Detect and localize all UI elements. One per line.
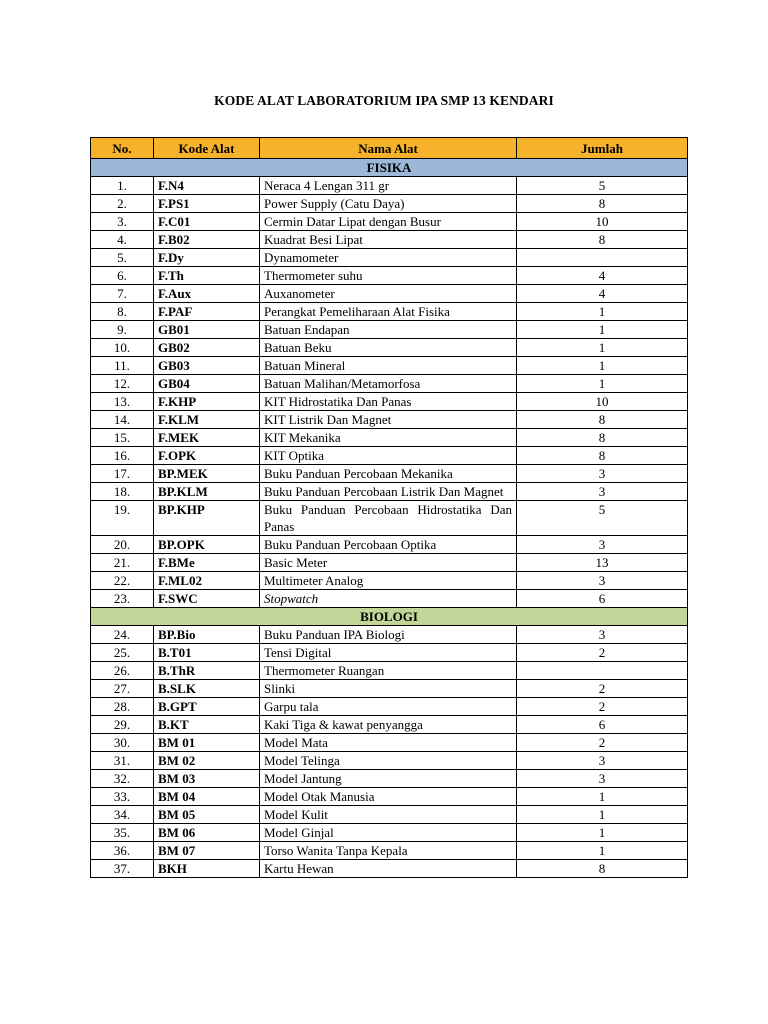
row-number: 31. — [91, 752, 154, 770]
header-nama-alat: Nama Alat — [260, 138, 517, 159]
table-row — [91, 285, 688, 303]
kode-alat-cell: F.N4 — [154, 177, 260, 195]
row-number: 11. — [91, 357, 154, 375]
row-number: 36. — [91, 842, 154, 860]
table-row — [91, 536, 688, 554]
kode-alat-cell: F.Dy — [154, 249, 260, 267]
nama-alat-cell: Batuan Endapan — [260, 321, 517, 339]
header-no: No. — [91, 138, 154, 159]
table-row — [91, 770, 688, 788]
nama-alat-cell: Multimeter Analog — [260, 572, 517, 590]
section-title: FISIKA — [91, 159, 688, 177]
nama-alat-cell: KIT Mekanika — [260, 429, 517, 447]
kode-alat-cell: BM 05 — [154, 806, 260, 824]
jumlah-cell: 8 — [517, 231, 688, 249]
table-row — [91, 411, 688, 429]
table-row — [91, 375, 688, 393]
nama-alat-cell: Power Supply (Catu Daya) — [260, 195, 517, 213]
table-row — [91, 195, 688, 213]
kode-alat-cell: BKH — [154, 860, 260, 878]
table-row — [91, 734, 688, 752]
kode-alat-cell: F.Aux — [154, 285, 260, 303]
table-row — [91, 267, 688, 285]
row-number: 29. — [91, 716, 154, 734]
kode-alat-cell: F.ML02 — [154, 572, 260, 590]
jumlah-cell: 1 — [517, 303, 688, 321]
jumlah-cell: 2 — [517, 734, 688, 752]
row-number: 27. — [91, 680, 154, 698]
row-number: 17. — [91, 465, 154, 483]
row-number: 33. — [91, 788, 154, 806]
row-number: 10. — [91, 339, 154, 357]
table-row — [91, 788, 688, 806]
table-row — [91, 249, 688, 267]
table-row — [91, 860, 688, 878]
jumlah-cell: 10 — [517, 393, 688, 411]
nama-alat-cell: Model Kulit — [260, 806, 517, 824]
nama-alat-cell: Neraca 4 Lengan 311 gr — [260, 177, 517, 195]
row-number: 15. — [91, 429, 154, 447]
row-number: 21. — [91, 554, 154, 572]
kode-alat-cell: BM 02 — [154, 752, 260, 770]
nama-alat-cell: Buku Panduan Percobaan Mekanika — [260, 465, 517, 483]
row-number: 35. — [91, 824, 154, 842]
table-row — [91, 698, 688, 716]
jumlah-cell: 3 — [517, 536, 688, 554]
nama-alat-cell: Slinki — [260, 680, 517, 698]
table-row — [91, 662, 688, 680]
jumlah-cell: 3 — [517, 626, 688, 644]
row-number: 1. — [91, 177, 154, 195]
row-number: 2. — [91, 195, 154, 213]
kode-alat-cell: B.T01 — [154, 644, 260, 662]
jumlah-cell: 5 — [517, 501, 688, 536]
kode-alat-cell: BM 03 — [154, 770, 260, 788]
table-row — [91, 590, 688, 608]
nama-alat-cell: Batuan Beku — [260, 339, 517, 357]
kode-alat-cell: F.Th — [154, 267, 260, 285]
jumlah-cell — [517, 662, 688, 680]
table-row — [91, 501, 688, 536]
nama-alat-cell: Thermometer Ruangan — [260, 662, 517, 680]
jumlah-cell: 1 — [517, 788, 688, 806]
table-row — [91, 626, 688, 644]
section-row-biologi — [91, 608, 688, 626]
row-number: 5. — [91, 249, 154, 267]
nama-alat-cell: Batuan Malihan/Metamorfosa — [260, 375, 517, 393]
row-number: 25. — [91, 644, 154, 662]
row-number: 8. — [91, 303, 154, 321]
jumlah-cell: 4 — [517, 285, 688, 303]
row-number: 37. — [91, 860, 154, 878]
jumlah-cell: 8 — [517, 195, 688, 213]
table-row — [91, 357, 688, 375]
nama-alat-cell: Model Ginjal — [260, 824, 517, 842]
row-number: 28. — [91, 698, 154, 716]
kode-alat-cell: F.OPK — [154, 447, 260, 465]
table-row — [91, 554, 688, 572]
nama-alat-cell: Buku Panduan IPA Biologi — [260, 626, 517, 644]
jumlah-cell: 1 — [517, 375, 688, 393]
row-number: 13. — [91, 393, 154, 411]
table-row — [91, 842, 688, 860]
nama-alat-cell: Model Mata — [260, 734, 517, 752]
kode-alat-cell: F.KHP — [154, 393, 260, 411]
nama-alat-cell: Perangkat Pemeliharaan Alat Fisika — [260, 303, 517, 321]
table-row — [91, 806, 688, 824]
kode-alat-cell: F.MEK — [154, 429, 260, 447]
kode-alat-cell: BM 01 — [154, 734, 260, 752]
nama-alat-cell: Model Otak Manusia — [260, 788, 517, 806]
row-number: 26. — [91, 662, 154, 680]
kode-alat-cell: B.GPT — [154, 698, 260, 716]
jumlah-cell: 8 — [517, 860, 688, 878]
jumlah-cell: 8 — [517, 447, 688, 465]
row-number: 7. — [91, 285, 154, 303]
row-number: 16. — [91, 447, 154, 465]
row-number: 9. — [91, 321, 154, 339]
jumlah-cell: 6 — [517, 716, 688, 734]
kode-alat-cell: BP.MEK — [154, 465, 260, 483]
jumlah-cell: 1 — [517, 842, 688, 860]
jumlah-cell: 2 — [517, 644, 688, 662]
kode-alat-cell: B.KT — [154, 716, 260, 734]
nama-alat-cell: Dynamometer — [260, 249, 517, 267]
row-number: 12. — [91, 375, 154, 393]
kode-alat-cell: F.BMe — [154, 554, 260, 572]
table-row — [91, 213, 688, 231]
table-row — [91, 447, 688, 465]
table-row — [91, 680, 688, 698]
table-row — [91, 644, 688, 662]
jumlah-cell: 2 — [517, 698, 688, 716]
nama-alat-cell: Garpu tala — [260, 698, 517, 716]
row-number: 4. — [91, 231, 154, 249]
kode-alat-cell: GB03 — [154, 357, 260, 375]
nama-alat-cell: KIT Optika — [260, 447, 517, 465]
nama-alat-cell: Kaki Tiga & kawat penyangga — [260, 716, 517, 734]
row-number: 3. — [91, 213, 154, 231]
jumlah-cell: 1 — [517, 824, 688, 842]
header-jumlah: Jumlah — [517, 138, 688, 159]
jumlah-cell: 6 — [517, 590, 688, 608]
jumlah-cell: 3 — [517, 752, 688, 770]
table-body — [91, 159, 688, 878]
kode-alat-cell: GB02 — [154, 339, 260, 357]
jumlah-cell: 1 — [517, 806, 688, 824]
row-number: 20. — [91, 536, 154, 554]
jumlah-cell: 3 — [517, 465, 688, 483]
nama-alat-cell: Stopwatch — [260, 590, 517, 608]
kode-alat-cell: F.SWC — [154, 590, 260, 608]
kode-alat-cell: BM 07 — [154, 842, 260, 860]
jumlah-cell — [517, 249, 688, 267]
jumlah-cell: 5 — [517, 177, 688, 195]
jumlah-cell: 3 — [517, 770, 688, 788]
table-row — [91, 231, 688, 249]
kode-alat-cell: BP.KHP — [154, 501, 260, 536]
row-number: 22. — [91, 572, 154, 590]
row-number: 30. — [91, 734, 154, 752]
nama-alat-cell: Buku Panduan Percobaan Optika — [260, 536, 517, 554]
table-row — [91, 429, 688, 447]
nama-alat-cell: Buku Panduan Percobaan Listrik Dan Magnet — [260, 483, 517, 501]
row-number: 19. — [91, 501, 154, 536]
kode-alat-cell: GB01 — [154, 321, 260, 339]
jumlah-cell: 1 — [517, 339, 688, 357]
nama-alat-cell: Auxanometer — [260, 285, 517, 303]
jumlah-cell: 1 — [517, 321, 688, 339]
jumlah-cell: 3 — [517, 483, 688, 501]
nama-alat-cell: Kartu Hewan — [260, 860, 517, 878]
kode-alat-cell: BM 06 — [154, 824, 260, 842]
page-title: KODE ALAT LABORATORIUM IPA SMP 13 KENDARI — [214, 93, 554, 108]
kode-alat-cell: F.PAF — [154, 303, 260, 321]
jumlah-cell: 8 — [517, 429, 688, 447]
kode-alat-cell: F.C01 — [154, 213, 260, 231]
row-number: 34. — [91, 806, 154, 824]
table-row — [91, 321, 688, 339]
kode-alat-cell: BP.KLM — [154, 483, 260, 501]
nama-alat-cell: Tensi Digital — [260, 644, 517, 662]
kode-alat-cell: GB04 — [154, 375, 260, 393]
row-number: 24. — [91, 626, 154, 644]
table-header-row — [91, 138, 688, 159]
table-row — [91, 177, 688, 195]
jumlah-cell: 10 — [517, 213, 688, 231]
table-row — [91, 339, 688, 357]
nama-alat-cell: Thermometer suhu — [260, 267, 517, 285]
row-number: 18. — [91, 483, 154, 501]
nama-alat-cell: KIT Listrik Dan Magnet — [260, 411, 517, 429]
kode-alat-cell: F.PS1 — [154, 195, 260, 213]
nama-alat-cell: Cermin Datar Lipat dengan Busur — [260, 213, 517, 231]
jumlah-cell: 2 — [517, 680, 688, 698]
kode-alat-cell: F.B02 — [154, 231, 260, 249]
nama-alat-cell: Buku Panduan Percobaan Hidrostatika Dan Panas — [260, 501, 517, 536]
table-row — [91, 483, 688, 501]
nama-alat-cell: Kuadrat Besi Lipat — [260, 231, 517, 249]
header-kode-alat: Kode Alat — [154, 138, 260, 159]
jumlah-cell: 1 — [517, 357, 688, 375]
table-row — [91, 824, 688, 842]
row-number: 32. — [91, 770, 154, 788]
nama-alat-cell: KIT Hidrostatika Dan Panas — [260, 393, 517, 411]
jumlah-cell: 4 — [517, 267, 688, 285]
kode-alat-cell: BM 04 — [154, 788, 260, 806]
nama-alat-cell: Torso Wanita Tanpa Kepala — [260, 842, 517, 860]
row-number: 14. — [91, 411, 154, 429]
kode-alat-cell: BP.Bio — [154, 626, 260, 644]
table-row — [91, 716, 688, 734]
jumlah-cell: 8 — [517, 411, 688, 429]
table-row — [91, 752, 688, 770]
row-number: 23. — [91, 590, 154, 608]
kode-alat-cell: F.KLM — [154, 411, 260, 429]
jumlah-cell: 13 — [517, 554, 688, 572]
section-row-fisika — [91, 159, 688, 177]
row-number: 6. — [91, 267, 154, 285]
table-row — [91, 303, 688, 321]
jumlah-cell: 3 — [517, 572, 688, 590]
nama-alat-cell: Model Telinga — [260, 752, 517, 770]
table-row — [91, 393, 688, 411]
kode-alat-cell: BP.OPK — [154, 536, 260, 554]
nama-alat-cell: Basic Meter — [260, 554, 517, 572]
nama-alat-cell: Batuan Mineral — [260, 357, 517, 375]
table-row — [91, 465, 688, 483]
table-row — [91, 572, 688, 590]
nama-alat-cell: Model Jantung — [260, 770, 517, 788]
kode-alat-cell: B.ThR — [154, 662, 260, 680]
equipment-table — [90, 137, 688, 878]
kode-alat-cell: B.SLK — [154, 680, 260, 698]
section-title: BIOLOGI — [91, 608, 688, 626]
